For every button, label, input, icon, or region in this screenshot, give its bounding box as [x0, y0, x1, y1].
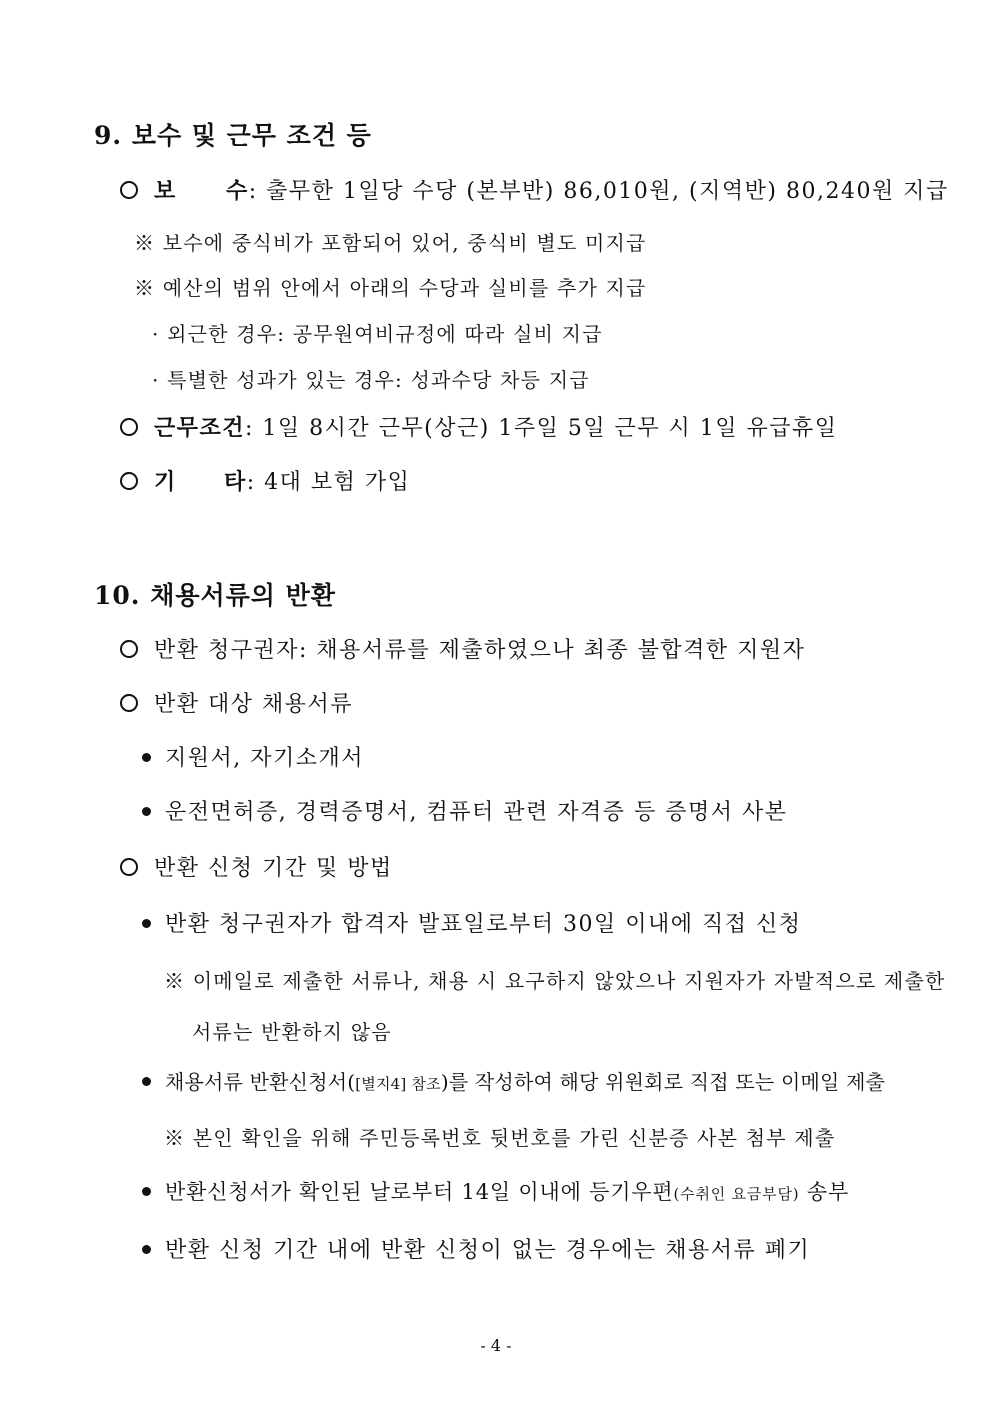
work-line: [120, 411, 838, 442]
work-text: : 1일 8시간 근무(상근) 1주일 5일 근무 시 1일 유급휴일: [245, 416, 838, 441]
dot-bullet-icon: [142, 1187, 151, 1196]
dot-bullet-icon: [142, 807, 151, 816]
pay-label-b: 수: [226, 178, 249, 204]
return-claimant-text: 반환 청구권자: 채용서류를 제출하였으나 최종 불합격한 지원자: [154, 638, 806, 663]
pay-note-1: ※ 보수에 중식비가 포함되어 있어, 중식비 별도 미지급: [134, 231, 647, 255]
return-claimant: [120, 633, 805, 664]
return-method-1: [142, 907, 802, 938]
pay-label-a: 보: [154, 178, 177, 204]
return-method-2: [142, 1066, 885, 1095]
return-method-4-text: 반환 신청 기간 내에 반환 신청이 없는 경우에는 채용서류 폐기: [165, 1238, 811, 1263]
dot-bullet-icon: [142, 753, 151, 762]
return-method-3: [142, 1176, 849, 1206]
return-doc-item-2-text: 운전면허증, 경력증명서, 컴퓨터 관련 자격증 등 증명서 사본: [165, 800, 788, 825]
return-doc-item-2: [142, 795, 788, 826]
dot-bullet-icon: [142, 1245, 151, 1254]
return-method-3-text-a: 반환신청서가 확인된 날로부터 14일 이내에 등기우편: [165, 1180, 674, 1204]
section-10-title: 10. 채용서류의 반환: [94, 581, 336, 610]
etc-label-b: 타: [224, 469, 247, 495]
return-doc-item-1: [142, 741, 364, 772]
pay-note-2: ※ 예산의 범위 안에서 아래의 수당과 실비를 추가 지급: [134, 276, 647, 300]
return-period-text: 반환 신청 기간 및 방법: [154, 856, 393, 881]
return-method-3-text-b: 송부: [799, 1180, 850, 1204]
etc-text: : 4대 보험 가입: [246, 470, 411, 495]
circle-bullet-icon: [120, 694, 138, 712]
return-note-1b: 서류는 반환하지 않음: [192, 1020, 392, 1044]
page-number: - 4 -: [480, 1336, 512, 1355]
pay-text: : 출무한 1일당 수당 (본부반) 86,010원, (지역반) 80,240원 지급: [248, 179, 949, 204]
pay-line: [120, 174, 949, 205]
pay-sub-1: · 외근한 경우: 공무원여비규정에 따라 실비 지급: [152, 322, 603, 346]
return-method-1-text: 반환 청구권자가 합격자 발표일로부터 30일 이내에 직접 신청: [165, 912, 802, 937]
return-method-2-text-a: 채용서류 반환신청서(: [165, 1070, 356, 1094]
return-doc-item-1-text: 지원서, 자기소개서: [165, 746, 365, 771]
return-period: [120, 851, 393, 882]
section-9-title: 9. 보수 및 근무 조건 등: [94, 121, 372, 150]
circle-bullet-icon: [120, 181, 138, 199]
etc-label-a: 기: [154, 469, 177, 495]
circle-bullet-icon: [120, 418, 138, 436]
annex-reference: [별지4] 참조: [355, 1075, 441, 1093]
dot-bullet-icon: [142, 1077, 151, 1086]
etc-line: [120, 465, 410, 496]
pay-sub-2: · 특별한 성과가 있는 경우: 성과수당 차등 지급: [152, 368, 590, 392]
dot-bullet-icon: [142, 919, 151, 928]
circle-bullet-icon: [120, 472, 138, 490]
circle-bullet-icon: [120, 640, 138, 658]
return-note-1a: ※ 이메일로 제출한 서류나, 채용 시 요구하지 않았으나 지원자가 자발적으로 제출한: [164, 969, 946, 993]
work-label: 근무조건: [154, 415, 246, 441]
postage-note: (수취인 요금부담): [673, 1185, 800, 1203]
return-method-4: [142, 1233, 810, 1264]
circle-bullet-icon: [120, 858, 138, 876]
return-note-2: ※ 본인 확인을 위해 주민등록번호 뒷번호를 가린 신분증 사본 첨부 제출: [164, 1126, 836, 1150]
return-docs-text: 반환 대상 채용서류: [154, 692, 354, 717]
return-method-2-text-b: )를 작성하여 해당 위원회로 직접 또는 이메일 제출: [440, 1070, 886, 1094]
return-docs: [120, 687, 353, 718]
